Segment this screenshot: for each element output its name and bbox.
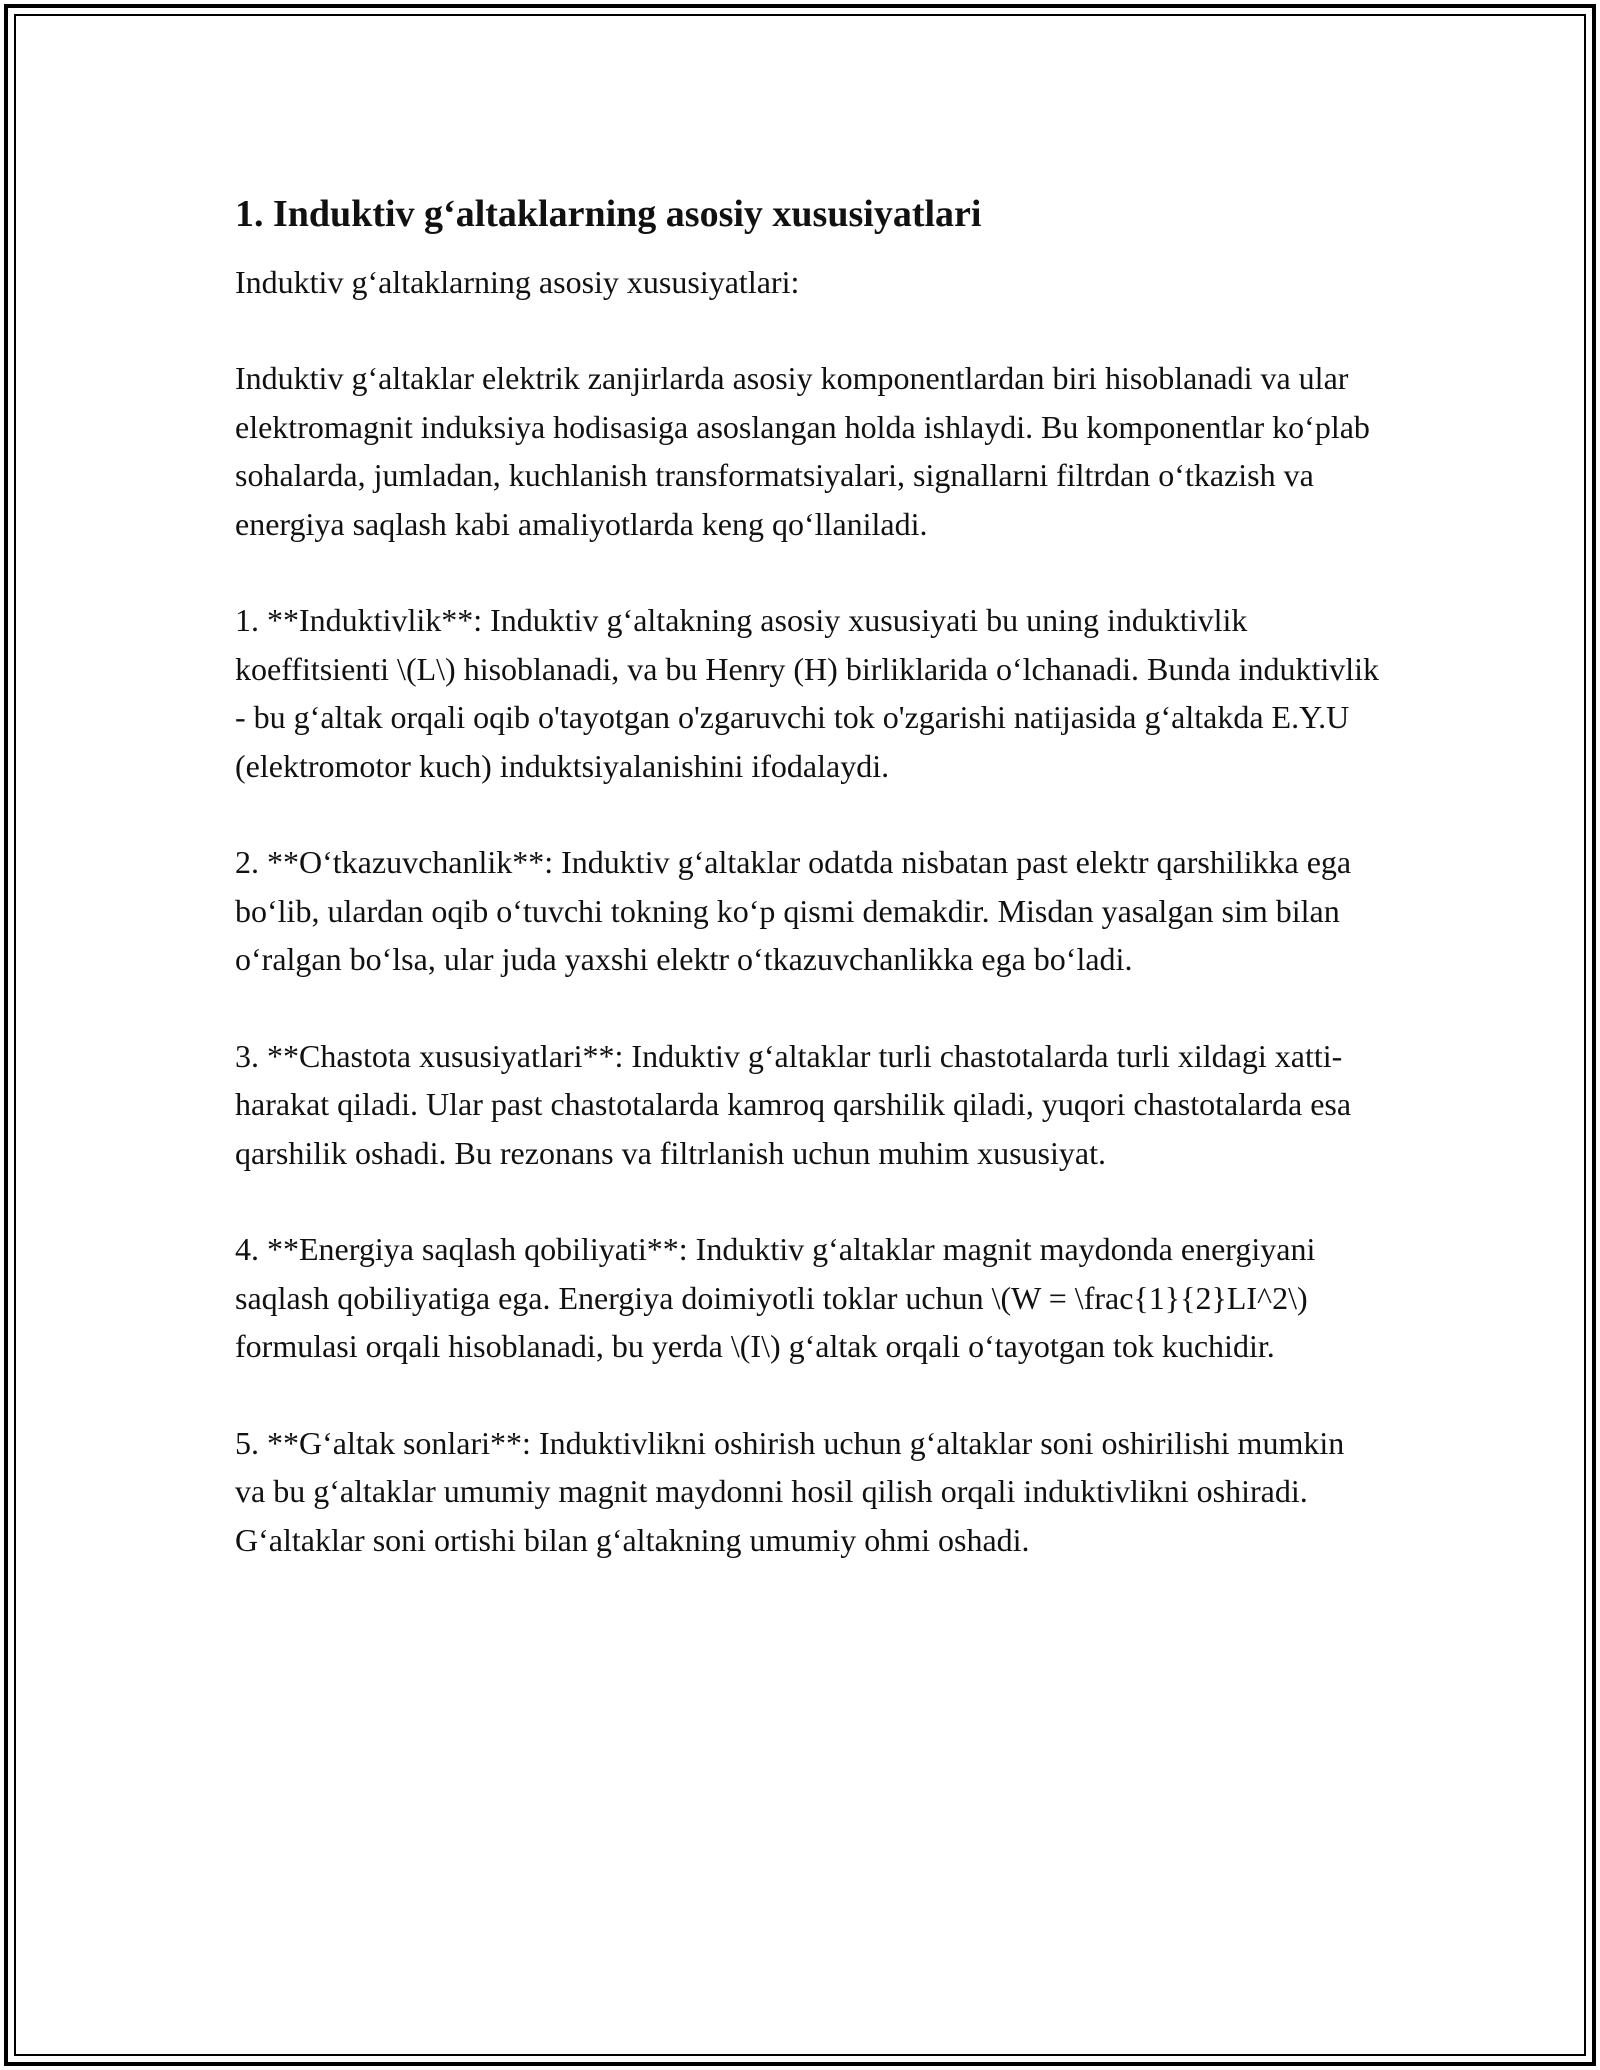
paragraph-conductivity: 2. **O‘tkazuvchanlik**: Induktiv g‘altaklar odatda nisbatan past elektr qarshilikka ega bo‘lib, ulardan oqib o‘tuvchi tokning ko‘p qismi demakdir. Misdan yasalgan sim bilan o‘ralgan bo‘lsa, ular juda yaxshi elektr o‘tkazuvchanlikka ega bo‘ladi. — [235, 844, 1352, 977]
intro-line: Induktiv g‘altaklarning asosiy xususiyatlari: — [235, 264, 800, 300]
paragraph-frequency: 3. **Chastota xususiyatlari**: Induktiv g‘altaklar turli chastotalarda turli xildagi xatti-harakat qiladi. Ular past chastotalarda kamroq qarshilik qiladi, yuqori chastotalarda esa qarshilik oshadi. Bu rezonans va filtrlanish uchun muhim xususiyat. — [235, 1037, 1352, 1171]
paragraph-inductance: 1. **Induktivlik**: Induktiv g‘altakning asosiy xususiyati bu uning induktivlik koeffitsienti \(L\) hisoblanadi, va bu Henry (H) birliklarida o‘lchanadi. Bunda induktivlik - bu g‘altak orqali oqib o'tayotgan o'zgaruvchi tok o'zgarishi natijasida g‘altakda E.Y.U (elektromotor kuch) induktsiyalanishini ifodalaydi. — [235, 602, 1380, 784]
paragraph-energy-storage: 4. **Energiya saqlash qobiliyati**: Induktiv g‘altaklar magnit maydonda energiyani saqlash qobiliyatiga ega. Energiya doimiyotli toklar uchun \(W = \frac{1}{2}LI^2\) formulasi orqali hisoblanadi, bu yerda \(I\) g‘altak orqali o‘tayotgan tok kuchidir. — [235, 1231, 1316, 1364]
section-heading: 1. Induktiv g‘altaklarning asosiy xususiyatlari — [235, 193, 982, 235]
paragraph-overview: Induktiv g‘altaklar elektrik zanjirlarda asosiy komponentlardan biri hisoblanadi va ular elektromagnit induksiya hodisasiga asoslangan holda ishlaydi. Bu komponentlar ko‘plab sohalarda, jumladan, kuchlanish transformatsiyalari, signallarni filtrdan o‘tkazish va energiya saqlash kabi amaliyotlarda keng qo‘llaniladi. — [235, 360, 1370, 542]
paragraph-coil-count: 5. **G‘altak sonlari**: Induktivlikni oshirish uchun g‘altaklar soni oshirilishi mumkin va bu g‘altaklar umumiy magnit maydonni hosil qilish orqali induktivlikni oshiradi. G‘altaklar soni ortishi bilan g‘altakning umumiy ohmi oshadi. — [235, 1424, 1345, 1558]
document-body — [235, 188, 1380, 1564]
